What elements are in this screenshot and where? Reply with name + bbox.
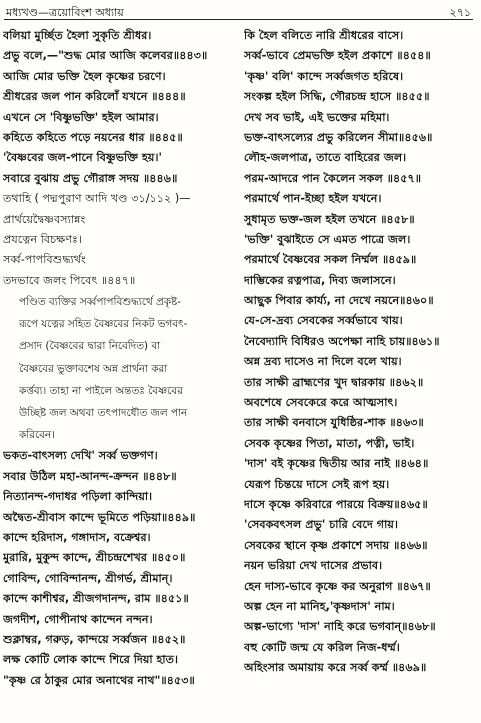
verse-line: সর্ব্ব-ভাবে প্রেমভক্তি হইল প্রকাশে ॥৪৫৪॥ (244, 49, 431, 63)
verse-line: গোবিন্দ, গোবিন্দানন্দ, শ্রীগর্ভ, শ্রীমান্। (3, 571, 173, 585)
verse-line: অন্ন দ্রব্য দাসেও না দিলে বলে খায়। (244, 355, 402, 369)
left-verses-continued (3, 446, 239, 691)
verse-line: অল্প-ভাগ্যে 'দাস' নাহি করে ভগবান্‌॥৪৬৮॥ (244, 620, 436, 634)
verse-line: অবশেষে সেবকেরে করে আত্মসাৎ। (244, 396, 398, 410)
verse-line: 'কৃষ্ণ' বলি' কান্দে সর্ব্বজগত হরিষে। (244, 69, 404, 83)
verse-line: নিত্যানন্দ-গদাধর পড়িলা কান্দিয়া। (3, 490, 153, 504)
verse-line: নয়ন ভরিয়া দেখ দাসের প্রভাব। (244, 559, 383, 573)
commentary-line: বৈষ্ণবের ভুক্তাবশেষ অন্ন প্রার্থনা করা (19, 362, 168, 375)
verse-line: আজি মোর ভক্তি হৈল কৃষ্ণের চরণে। (3, 69, 166, 83)
verse-line: যে-সে-দ্রব্য সেবকের সর্ব্বভাবে খায়। (244, 314, 403, 328)
verse-line: সুধামৃত ভক্ত-জল হইল তখনে ॥৪৫৮॥ (244, 212, 415, 226)
verse-line: দেখ সব ভাই, এই ভক্তের মহিমা। (244, 110, 390, 124)
citation-line: প্রযত্নেন বিচক্ষণঃ। (3, 232, 82, 246)
verse-line: পরমার্থে পান-ইচ্ছা হইল যখনে। (244, 192, 382, 206)
verse-line: সবারে বুঝায় প্রভু গৌরাঙ্গ সদয় ॥৪৪৬॥ (3, 171, 178, 185)
citation-line: সর্ব্ব-পাপবিশুদ্ধ্যর্থং (3, 253, 86, 267)
right-column (244, 26, 478, 679)
verse-line: "কৃষ্ণ রে ঠাকুর মোর অনাথের নাথ"॥৪৫৩॥ (3, 673, 195, 687)
citation-line: তথাহি ( পদ্মপুরাণ আদি খণ্ড ৩১/১১২ )— (3, 192, 191, 206)
verse-line: 'সেবকবৎসল প্রভু' চারি বেদে গায়। (244, 518, 398, 532)
verse-line: কান্দে হরিদাস, গঙ্গাদাস, বক্রেশ্বর। (3, 530, 151, 544)
verse-line: বহু কোটি জন্ম যে করিল নিজ-ধর্ম্ম। (244, 640, 400, 654)
verse-line: 'ভক্তি' বুঝাইতে সে এমত পাত্রে জল। (244, 232, 411, 246)
page-header (6, 2, 471, 20)
verse-line: 'বৈষ্ণবের জল-পানে বিষ্ণুভক্তি হয়।' (3, 151, 162, 165)
verse-line: মুরারি, মুকুন্দ কান্দে, শ্রীচন্দ্রশেখর ॥৪৫০॥ (3, 551, 186, 565)
chapter-title: মধ্যখণ্ড—ত্রয়োবিংশ অধ্যায় (6, 6, 124, 19)
verse-line: প্রভু বলে,—"শুদ্ধ মোর আজি কলেবর॥৪৪৩॥ (3, 49, 208, 63)
commentary-line: প্রসাদ (বৈষ্ণবের দ্বারা নিবেদিত) বা (19, 340, 161, 353)
verse-line: কহিতে কহিতে পড়ে নয়নের ধার ॥৪৪৫॥ (3, 130, 183, 144)
commentary-line: কর্ত্তব্য। তাহা না পাইলে অন্ততঃ বৈষ্ণবের (19, 384, 183, 397)
left-column (3, 26, 239, 691)
verse-line: লৌহ-জলপাত্র, তাতে বাহিরের জল। (244, 151, 407, 165)
verse-line: কান্দে কাশীশ্বর, শ্রীজগদানন্দ, রাম ॥৪৫১॥ (3, 592, 189, 606)
verse-line: অহিংসার অমায়ায় করে সর্ব্ব কর্ম্ম ॥৪৬৯॥ (244, 661, 427, 675)
commentary-block (3, 291, 239, 446)
verse-line: সেবক কৃষ্ণের পিতা, মাতা, পত্নী, ভাই। (244, 436, 415, 450)
commentary-line: উচ্ছিষ্ট জল অথবা তৎপাদধৌত জল পান (19, 407, 188, 420)
verse-line: জগদীশ, গোপীনাথ কান্দেন নন্দন। (3, 612, 153, 626)
verse-line: শ্রীধরের জল পান করিলোঁ যখনে ॥৪৪৪॥ (3, 90, 186, 104)
verse-line: অল্প হেন না মানিহ,'কৃষ্ণদাস' নাম। (244, 599, 395, 613)
verse-line: কি হৈল বলিতে নারি শ্রীধরের বাসে। (244, 29, 404, 42)
commentary-line: পণ্ডিত ব্যক্তির সর্ব্বপাপবিশুদ্ধ্যর্থে প্রকৃষ্ট- (19, 296, 182, 309)
verse-line: সংকল্প হইল সিদ্ধি, গৌরচন্দ্র হাসে ॥৪৫৫॥ (244, 90, 430, 104)
verse-line: লক্ষ কোটি লোক কান্দে শিরে দিয়া হাত। (3, 653, 179, 667)
verse-line: 'দাস' বই কৃষ্ণের দ্বিতীয় আর নাই ॥৪৬৪॥ (244, 457, 429, 471)
verse-line: যেরূপ চিন্তয়ে দাসে সেই রূপ হয়। (244, 477, 390, 491)
verse-line: বলিয়া মুর্চ্ছিত হৈলা সুকৃতি শ্রীধর। (3, 29, 152, 42)
commentary-line: রূপে যত্নের সহিত বৈষ্ণবের নিকট ভগবৎ- (19, 318, 188, 331)
citation-line: তদভাবে জলং পিবেৎ ॥৪৪৭॥ (3, 273, 136, 287)
verse-line: অদ্বৈত-শ্রীবাস কান্দে ভূমিতে পড়িয়া॥৪৪৯॥ (3, 510, 196, 524)
header-rule (4, 19, 473, 20)
verse-line: ভকত-বাৎসল্য দেখি' সর্ব্ব ভক্তগণ। (3, 449, 158, 463)
verse-line: এখনে সে 'বিষ্ণুভক্তি' হইল আমার। (3, 110, 159, 124)
verse-line: তার সাক্ষী ব্রাহ্মণের খুদ দ্বারকায় ॥৪৬২॥ (244, 375, 424, 389)
verse-line: পরমার্থে বৈষ্ণবের সকল নির্ম্মল ॥৪৫৯॥ (244, 253, 417, 267)
verse-line: হেন দাস্য-ভাবে কৃষ্ণে কর অনুরাগ ॥৪৬৭॥ (244, 579, 431, 593)
left-verses (3, 26, 239, 291)
commentary-line: করিবেন। (19, 429, 55, 442)
verse-line: তার সাক্ষী বনবাসে যুধিষ্ঠির-শাক ॥৪৬৩॥ (244, 416, 424, 430)
verse-line: ভক্ত-বাৎসল্যের প্রভু করিলেন সীমা॥৪৫৬॥ (244, 130, 433, 144)
verse-line: দাসে কৃষ্ণে করিবারে পারয়ে বিক্রয়॥৪৬৫॥ (244, 497, 428, 511)
verse-line: পরম-আদরে পান কৈলেন সকল ॥৪৫৭॥ (244, 171, 422, 185)
verse-line: শুক্লাম্বর, গরুড়, কান্দয়ে সর্ব্বজন ॥৪৫২॥ (3, 632, 186, 646)
verse-line: সবার উঠিল মহা-আনন্দ-ক্রন্দন ॥৪৪৮॥ (3, 469, 177, 483)
verse-line: আছুক পিবার কার্য্য, না দেখে নয়নে॥৪৬০॥ (244, 294, 434, 308)
verse-line: সেবকের স্থানে কৃষ্ণ প্রকাশে সদায় ॥৪৬৬॥ (244, 538, 428, 552)
page-number: ২৭১ (449, 6, 471, 19)
verse-line: নৈবেদ্যাদি বিধিরও অপেক্ষা নাহি চায়॥৪৬১॥ (244, 334, 440, 348)
verse-line: দাম্ভিকের রত্নপাত্র, দিব্য জলাসনে। (244, 273, 396, 287)
citation-line: প্রার্থয়েদ্বৈষ্ণবস্যান্নং (3, 212, 86, 226)
